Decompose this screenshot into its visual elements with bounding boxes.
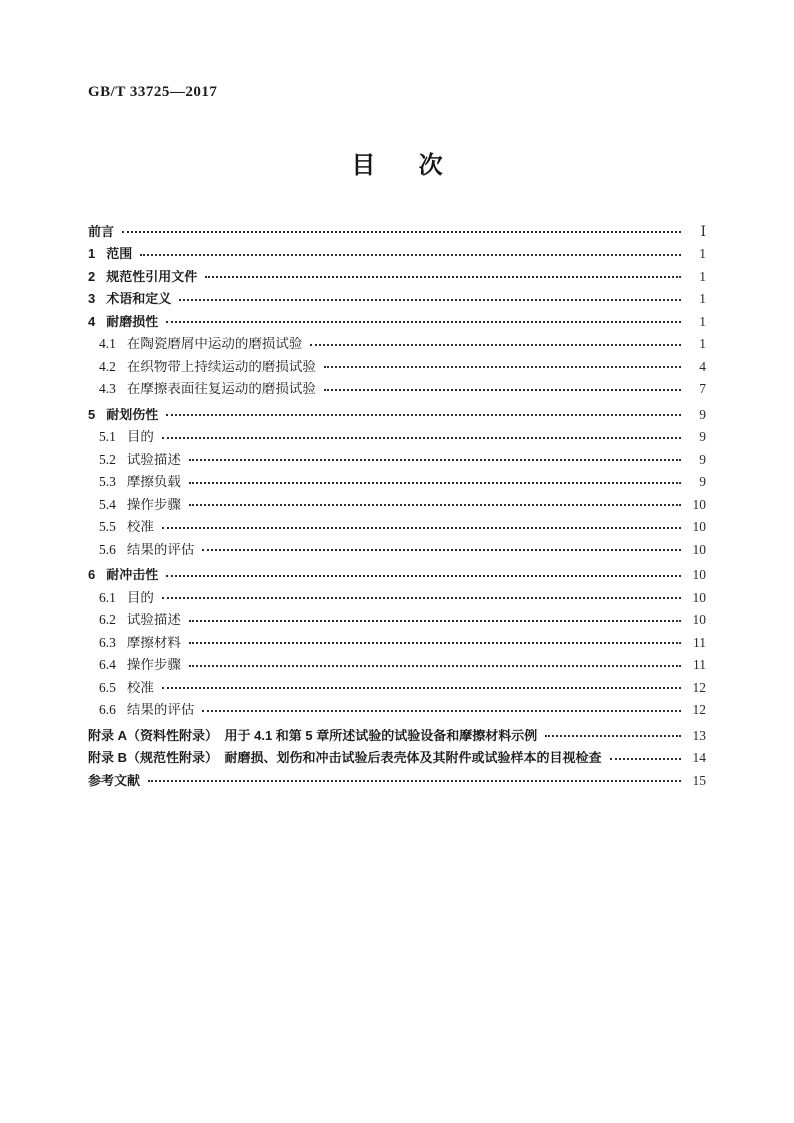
toc-entry-label: 前言	[88, 224, 115, 238]
toc-entry[interactable]	[88, 265, 706, 288]
toc-entry-label: 附录 B（规范性附录） 耐磨损、划伤和冲击试验后表壳体及其附件或试验样本的目视检查	[88, 751, 602, 765]
toc-leader-dots	[202, 549, 681, 551]
toc-entry-number: 6.1	[99, 589, 116, 605]
toc-entry-number: 5.3	[99, 474, 116, 489]
toc-entry-page: Ⅰ	[700, 223, 706, 239]
toc-entry[interactable]	[88, 378, 706, 401]
toc-leader-dots	[179, 299, 681, 301]
toc-entry-page: 10	[692, 612, 706, 627]
toc-entry-number: 5.6	[99, 541, 116, 557]
toc-entry-number: 6	[88, 567, 96, 583]
toc-leader-dots	[189, 504, 681, 506]
toc-entry-number: 3	[88, 291, 96, 307]
toc-leader-dots	[324, 389, 681, 391]
toc-leader-dots	[610, 758, 681, 760]
toc-entry[interactable]	[88, 333, 706, 356]
toc-leader-dots	[545, 735, 681, 737]
toc-entry-number: 6.6	[99, 702, 116, 717]
page-title: 目次	[351, 152, 486, 179]
toc-leader-dots	[324, 366, 681, 368]
toc-entry-label: 在织物带上持续运动的磨损试验	[126, 359, 316, 373]
toc-entry-page: 14	[692, 750, 706, 765]
toc-entry-number: 2	[88, 268, 96, 284]
toc-entry-page: 1	[699, 268, 706, 284]
toc-entry-page: 10	[692, 589, 706, 605]
toc-leader-dots	[202, 710, 681, 712]
toc-entry-page: 1	[699, 291, 706, 306]
document-number: GB/T 33725—2017	[88, 84, 218, 100]
toc-entry-label: 目的	[126, 590, 154, 604]
toc-entry-label: 摩擦负载	[126, 475, 181, 489]
toc-entry-label: 在摩擦表面往复运动的磨损试验	[126, 382, 316, 396]
toc-entry-number: 4	[88, 313, 96, 329]
toc-entry-label: 附录 A（资料性附录） 用于 4.1 和第 5 章所述试验的试验设备和摩擦材料示例	[88, 728, 538, 742]
toc-leader-dots	[148, 780, 681, 782]
toc-entry-page: 10	[692, 541, 706, 557]
toc-entry-page: 7	[699, 381, 706, 396]
toc-entry-page: 10	[692, 567, 706, 582]
toc-entry-number: 6.5	[99, 679, 116, 695]
toc-entry[interactable]	[88, 448, 706, 471]
toc-entry-label: 试验描述	[126, 452, 181, 466]
toc-leader-dots	[162, 437, 681, 439]
toc-entry[interactable]	[88, 631, 706, 654]
toc-leader-dots	[205, 276, 681, 278]
toc-entry-number: 5.2	[99, 451, 116, 467]
toc-entry-label: 范围	[106, 247, 133, 261]
toc-entry-number: 5.1	[99, 429, 116, 444]
toc-entry[interactable]	[88, 243, 706, 266]
toc-entry-page: 1	[699, 246, 706, 261]
toc-entry[interactable]	[88, 747, 706, 770]
toc-leader-dots	[140, 254, 681, 256]
toc-entry[interactable]	[88, 609, 706, 632]
toc-entry[interactable]	[88, 699, 706, 722]
toc-entry-page: 9	[699, 451, 706, 467]
toc-entry-label: 目的	[126, 430, 154, 444]
toc-leader-dots	[189, 620, 681, 622]
toc-entry-number: 6.3	[99, 634, 116, 650]
toc-entry-label: 耐磨损性	[106, 314, 159, 328]
toc-entry[interactable]	[88, 586, 706, 609]
toc-entry-page: 9	[699, 429, 706, 444]
toc-entry-label: 参考文献	[88, 773, 141, 787]
toc-entry-page: 13	[692, 727, 706, 743]
toc-entry-number: 5.5	[99, 519, 116, 534]
toc-leader-dots	[189, 459, 681, 461]
toc-entry-label: 耐冲击性	[106, 568, 159, 582]
toc-entry-page: 4	[699, 358, 706, 374]
toc-entry-label: 结果的评估	[126, 703, 195, 717]
toc-leader-dots	[166, 414, 681, 416]
toc-entry-page: 15	[692, 772, 706, 788]
toc-entry-page: 12	[692, 679, 706, 695]
toc-leader-dots	[122, 231, 681, 233]
toc-entry-page: 12	[692, 702, 706, 717]
toc-entry-label: 在陶瓷磨屑中运动的磨损试验	[126, 337, 303, 351]
toc-entry-page: 10	[692, 496, 706, 512]
toc-entry-label: 校准	[126, 680, 154, 694]
toc-entry-number: 5	[88, 406, 96, 422]
toc-entry-number: 6.2	[99, 612, 116, 627]
toc-leader-dots	[162, 527, 681, 529]
toc-entry-label: 术语和定义	[106, 292, 172, 306]
toc-entry-label: 耐划伤性	[106, 407, 159, 421]
toc-entry[interactable]	[88, 516, 706, 539]
toc-entry-number: 5.4	[99, 496, 116, 512]
toc-entry[interactable]	[88, 724, 706, 747]
toc-entry[interactable]	[88, 403, 706, 426]
toc-list	[88, 220, 706, 792]
toc-entry[interactable]	[88, 310, 706, 333]
toc-entry-page: 9	[699, 474, 706, 489]
toc-entry-page: 11	[693, 634, 706, 650]
toc-entry-label: 操作步骤	[126, 497, 181, 511]
toc-entry[interactable]	[88, 288, 706, 311]
toc-entry[interactable]	[88, 769, 706, 792]
toc-leader-dots	[310, 344, 681, 346]
toc-entry-label: 规范性引用文件	[106, 269, 198, 283]
toc-leader-dots	[189, 665, 681, 667]
toc-entry-label: 摩擦材料	[126, 635, 181, 649]
toc-entry[interactable]	[88, 426, 706, 449]
toc-leader-dots	[162, 687, 681, 689]
toc-entry[interactable]	[88, 220, 706, 243]
toc-entry-number: 1	[88, 246, 96, 262]
toc-leader-dots	[162, 597, 681, 599]
toc-leader-dots	[166, 321, 681, 323]
toc-entry-page: 1	[699, 336, 706, 351]
toc-leader-dots	[189, 482, 681, 484]
toc-entry-number: 4.3	[99, 381, 116, 396]
toc-leader-dots	[166, 575, 681, 577]
toc-entry-label: 校准	[126, 520, 154, 534]
toc-entry-page: 1	[699, 313, 706, 329]
toc-entry[interactable]	[88, 471, 706, 494]
toc-entry-page: 10	[692, 519, 706, 534]
toc-entry[interactable]	[88, 355, 706, 378]
toc-entry-label: 操作步骤	[126, 658, 181, 672]
toc-entry[interactable]	[88, 676, 706, 699]
toc-entry-number: 4.2	[99, 358, 116, 374]
toc-entry-page: 11	[693, 657, 706, 672]
toc-entry[interactable]	[88, 493, 706, 516]
toc-leader-dots	[189, 642, 681, 644]
toc-entry[interactable]	[88, 654, 706, 677]
toc-entry-number: 6.4	[99, 657, 116, 672]
toc-entry-label: 结果的评估	[126, 542, 195, 556]
toc-entry-label: 试验描述	[126, 613, 181, 627]
toc-entry-number: 4.1	[99, 336, 116, 351]
toc-entry-page: 9	[699, 406, 706, 422]
toc-entry[interactable]	[88, 538, 706, 561]
toc-entry[interactable]	[88, 564, 706, 587]
